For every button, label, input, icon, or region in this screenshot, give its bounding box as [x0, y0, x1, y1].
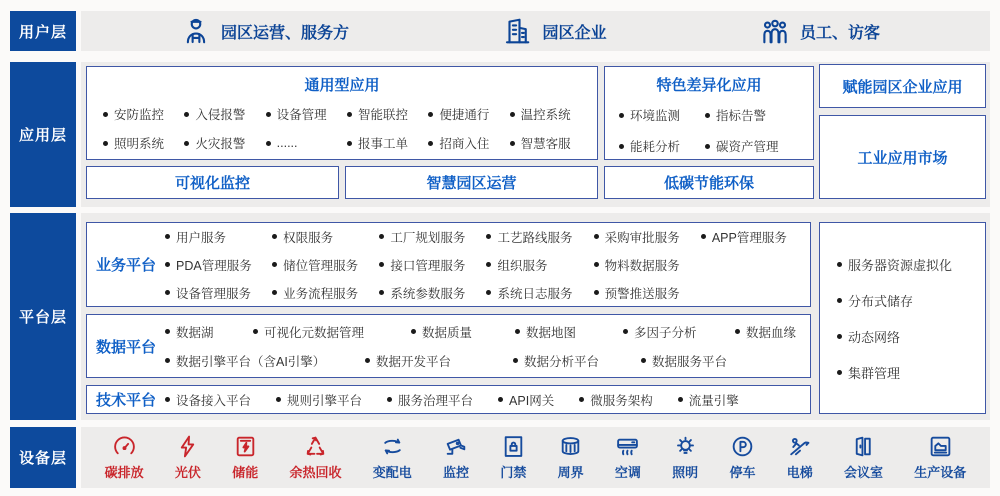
business-platform-title: 业务平台: [95, 257, 156, 274]
list-item: [253, 323, 411, 341]
list-item: [387, 391, 473, 409]
list-item-label: 可视化元数据管理: [264, 325, 365, 340]
building-icon: [502, 16, 532, 46]
bullet-icon: [594, 262, 599, 267]
platform-layer-content: [81, 213, 990, 420]
list-item: [486, 256, 593, 274]
common-applications-box: [86, 66, 598, 160]
bullet-icon: [184, 141, 189, 146]
common-applications-title: 通用型应用: [304, 77, 380, 94]
device-air-conditioner: [615, 434, 641, 481]
platform-layer-label: 平台层: [10, 213, 76, 420]
business-platform-box: [86, 222, 811, 307]
list-item-label: 智慧客服: [520, 137, 571, 151]
bullet-icon: [347, 112, 352, 117]
list-item: [594, 284, 701, 302]
bullet-icon: [486, 234, 491, 239]
list-item: [165, 391, 251, 409]
list-item-label: API网关: [509, 393, 555, 408]
list-item-label: 安防监控: [114, 108, 165, 122]
list-item: [276, 391, 362, 409]
list-item-label: 设备管理: [276, 108, 327, 122]
user-role-operator: [181, 16, 349, 46]
bullet-icon: [184, 112, 189, 117]
user-layer-band: [10, 11, 990, 51]
device-meeting-room: [844, 434, 883, 481]
list-item: [165, 256, 272, 274]
device-label: 余热回收: [289, 465, 342, 480]
list-item-label: 服务器资源虚拟化: [848, 257, 953, 273]
list-item: [165, 284, 272, 302]
list-item-label: 多因子分析: [634, 325, 697, 340]
list-item: [498, 391, 554, 409]
device-lighting: [672, 434, 698, 481]
list-item-label: 便捷通行: [439, 108, 490, 122]
bullet-icon: [379, 290, 384, 295]
list-item-label: 集群管理: [848, 365, 901, 381]
list-item-label: 工艺路线服务: [497, 230, 573, 245]
list-item-label: 用户服务: [176, 230, 227, 245]
bullet-icon: [165, 397, 170, 402]
list-item-label: ......: [276, 136, 298, 150]
list-item-label: PDA管理服务: [176, 258, 252, 273]
list-item: [619, 137, 705, 155]
meeting-room-icon: [851, 434, 876, 459]
user-layer-label: 用户层: [10, 11, 76, 51]
user-role-label: 园区运营、服务方: [221, 24, 350, 42]
list-item: [379, 228, 486, 246]
bullet-icon: [594, 290, 599, 295]
list-item-label: 储位管理服务: [283, 258, 359, 273]
bullet-icon: [272, 290, 277, 295]
list-item-label: 服务治理平台: [398, 393, 474, 408]
smart-park-operation-banner: 智慧园区运营: [345, 166, 598, 199]
list-item-label: 数据服务平台: [652, 354, 728, 369]
bullet-icon: [272, 262, 277, 267]
list-item: [165, 323, 253, 341]
bullet-icon: [266, 141, 271, 146]
list-item: [379, 284, 486, 302]
list-item: [513, 352, 641, 370]
bullet-icon: [510, 112, 515, 117]
list-item-label: 系统日志服务: [497, 286, 573, 301]
list-item: [103, 134, 184, 152]
light-bulb-icon: [673, 434, 698, 459]
list-item: [266, 134, 347, 152]
visual-monitoring-banner: 可视化监控: [86, 166, 339, 199]
bullet-icon: [705, 113, 710, 118]
parking-icon: [730, 434, 755, 459]
list-item-label: 数据分析平台: [524, 354, 600, 369]
device-label: 变配电: [372, 465, 412, 480]
bullet-icon: [498, 397, 503, 402]
device-label: 储能: [232, 465, 259, 480]
list-item: [428, 134, 509, 152]
list-item-label: 数据开发平台: [376, 354, 452, 369]
bullet-icon: [387, 397, 392, 402]
bullet-icon: [837, 262, 842, 267]
cctv-icon: [444, 434, 469, 459]
battery-icon: [233, 434, 258, 459]
list-item-label: 环境监测: [630, 109, 681, 123]
business-platform-list: [165, 228, 810, 302]
device-label: 周界: [557, 465, 584, 480]
bullet-icon: [103, 141, 108, 146]
common-applications-list: [87, 95, 597, 152]
application-layer-band: [10, 62, 990, 207]
list-item-label: 报事工单: [358, 137, 409, 151]
list-item-label: 微服务架构: [590, 393, 653, 408]
air-conditioner-icon: [615, 434, 640, 459]
list-item: [837, 363, 985, 382]
bullet-icon: [510, 141, 515, 146]
bullet-icon: [623, 329, 628, 334]
list-item-label: 流量引擎: [688, 393, 739, 408]
device-waste-heat-recovery: [289, 434, 341, 481]
application-layer-label: 应用层: [10, 62, 76, 207]
escalator-icon: [787, 434, 812, 459]
list-item: [272, 256, 379, 274]
list-item-label: 招商入住: [439, 137, 490, 151]
bullet-icon: [678, 397, 683, 402]
enterprise-enablement-box: 赋能园区企业应用: [819, 64, 986, 108]
list-item-label: 分布式储存: [848, 293, 914, 309]
list-item-label: 规则引擎平台: [287, 393, 363, 408]
device-carbon-emission: [105, 434, 144, 481]
list-item: [103, 105, 184, 123]
user-roles-row: [81, 11, 990, 51]
bullet-icon: [486, 262, 491, 267]
device-label: 照明: [672, 465, 699, 480]
list-item: [184, 105, 265, 123]
bullet-icon: [165, 234, 170, 239]
bullet-icon: [619, 113, 624, 118]
list-item: [594, 228, 701, 246]
bullet-icon: [266, 112, 271, 117]
device-label: 监控: [443, 465, 470, 480]
list-item: [735, 323, 810, 341]
list-item: [837, 255, 985, 274]
list-item: [705, 137, 809, 155]
gauge-icon: [112, 434, 137, 459]
list-item-label: 设备管理服务: [176, 286, 252, 301]
list-item-label: APP管理服务: [711, 230, 787, 245]
list-item: [837, 291, 985, 310]
device-label: 门禁: [500, 465, 527, 480]
bullet-icon: [365, 358, 370, 363]
list-item-label: 组织服务: [497, 258, 548, 273]
list-item-label: 接口管理服务: [390, 258, 466, 273]
tech-platform-list: [165, 391, 810, 409]
list-item: [579, 391, 653, 409]
production-equipment-icon: [928, 434, 953, 459]
list-item: [272, 228, 379, 246]
bullet-icon: [837, 298, 842, 303]
list-item-label: 火灾报警: [195, 137, 246, 151]
user-role-label: 员工、访客: [799, 24, 880, 42]
bullet-icon: [705, 144, 710, 149]
bullet-icon: [165, 358, 170, 363]
list-item-label: 数据引擎平台（含AI引擎）: [176, 354, 326, 369]
bullet-icon: [701, 234, 706, 239]
list-item-label: 物料数据服务: [604, 258, 680, 273]
list-item: [510, 134, 591, 152]
device-access-control: [500, 434, 526, 481]
special-applications-title: 特色差异化应用: [656, 77, 762, 94]
bullet-icon: [486, 290, 491, 295]
list-item: [411, 323, 515, 341]
list-item-label: 数据质量: [422, 325, 473, 340]
bullet-icon: [619, 144, 624, 149]
device-label: 光伏: [174, 465, 201, 480]
bullet-icon: [513, 358, 518, 363]
people-icon: [760, 16, 790, 46]
bullet-icon: [165, 262, 170, 267]
lightning-icon: [175, 434, 200, 459]
device-layer-band: [10, 427, 990, 488]
bullet-icon: [594, 234, 599, 239]
bullet-icon: [103, 112, 108, 117]
bullet-icon: [428, 141, 433, 146]
list-item-label: 动态网络: [848, 329, 901, 345]
device-label: 碳排放: [104, 465, 144, 480]
list-item-label: 温控系统: [520, 108, 571, 122]
industrial-app-market-box: 工业应用市场: [819, 115, 986, 199]
transfer-arrows-icon: [380, 434, 405, 459]
bullet-icon: [276, 397, 281, 402]
list-item-label: 采购审批服务: [604, 230, 680, 245]
device-row: [81, 427, 990, 488]
worker-icon: [181, 16, 211, 46]
device-label: 停车: [729, 465, 756, 480]
list-item-label: 权限服务: [283, 230, 334, 245]
device-energy-storage: [232, 434, 258, 481]
list-item-label: 能耗分析: [630, 140, 681, 154]
device-elevator: [787, 434, 813, 481]
device-layer-label: 设备层: [10, 427, 76, 488]
list-item-label: 数据血缘: [746, 325, 797, 340]
list-item-label: 预警推送服务: [604, 286, 680, 301]
data-platform-row-2: [165, 352, 810, 370]
list-item: [347, 105, 428, 123]
list-item: [184, 134, 265, 152]
bullet-icon: [347, 141, 352, 146]
list-item-label: 碳资产管理: [715, 140, 779, 154]
list-item: [619, 106, 705, 124]
bullet-icon: [165, 329, 170, 334]
list-item-label: 入侵报警: [195, 108, 246, 122]
list-item: [486, 284, 593, 302]
recycle-icon: [303, 434, 328, 459]
bullet-icon: [379, 234, 384, 239]
special-applications-box: [604, 66, 814, 160]
list-item: [428, 105, 509, 123]
device-photovoltaic: [175, 434, 201, 481]
list-item: [379, 256, 486, 274]
list-item-label: 数据湖: [176, 325, 214, 340]
user-layer-content: [81, 11, 990, 51]
data-platform-rows: [165, 323, 810, 370]
list-item: [515, 323, 623, 341]
list-item: [510, 105, 591, 123]
access-lock-icon: [501, 434, 526, 459]
application-layer-content: [81, 62, 990, 207]
list-item-label: 系统参数服务: [390, 286, 466, 301]
platform-layer-band: [10, 213, 990, 420]
data-platform-title: 数据平台: [95, 338, 156, 356]
bullet-icon: [641, 358, 646, 363]
list-item-label: 工厂规划服务: [390, 230, 466, 245]
tech-platform-box: [86, 385, 811, 414]
user-role-label: 园区企业: [542, 24, 607, 42]
device-surveillance: [443, 434, 469, 481]
list-item-label: 照明系统: [114, 137, 165, 151]
list-item-label: 指标告警: [715, 109, 766, 123]
list-item: [272, 284, 379, 302]
user-role-enterprise: [502, 16, 606, 46]
list-item: [365, 352, 513, 370]
bullet-icon: [428, 112, 433, 117]
device-label: 会议室: [844, 465, 884, 480]
device-production-equipment: [914, 434, 966, 481]
list-item: [623, 323, 735, 341]
list-item: [837, 327, 985, 346]
infrastructure-box: [819, 222, 986, 414]
device-layer-content: [81, 427, 990, 488]
list-item: [705, 106, 809, 124]
device-perimeter: [558, 434, 584, 481]
list-item: [594, 256, 701, 274]
user-role-staff-visitor: [760, 16, 880, 46]
device-power-distribution: [373, 434, 412, 481]
list-item-label: 设备接入平台: [176, 393, 252, 408]
data-platform-row-1: [165, 323, 810, 341]
list-item: [486, 228, 593, 246]
bullet-icon: [735, 329, 740, 334]
list-item: [165, 228, 272, 246]
list-item: [641, 352, 810, 370]
bullet-icon: [272, 234, 277, 239]
bullet-icon: [379, 262, 384, 267]
bullet-icon: [165, 290, 170, 295]
bullet-icon: [253, 329, 258, 334]
list-item: [347, 134, 428, 152]
bullet-icon: [837, 370, 842, 375]
bullet-icon: [579, 397, 584, 402]
low-carbon-banner: 低碳节能环保: [604, 166, 814, 199]
list-item: [266, 105, 347, 123]
bullet-icon: [411, 329, 416, 334]
data-platform-box: [86, 314, 811, 378]
perimeter-icon: [558, 434, 583, 459]
device-label: 电梯: [786, 465, 813, 480]
tech-platform-title: 技术平台: [95, 392, 156, 409]
device-label: 生产设备: [914, 465, 967, 480]
list-item: [701, 228, 808, 246]
bullet-icon: [837, 334, 842, 339]
device-label: 空调: [614, 465, 641, 480]
bullet-icon: [515, 329, 520, 334]
device-parking: [729, 434, 755, 481]
special-applications-list: [605, 95, 813, 155]
list-item: [678, 391, 739, 409]
list-item-label: 业务流程服务: [283, 286, 359, 301]
list-item-label: 智能联控: [358, 108, 409, 122]
list-item: [165, 352, 365, 370]
list-item-label: 数据地图: [526, 325, 577, 340]
